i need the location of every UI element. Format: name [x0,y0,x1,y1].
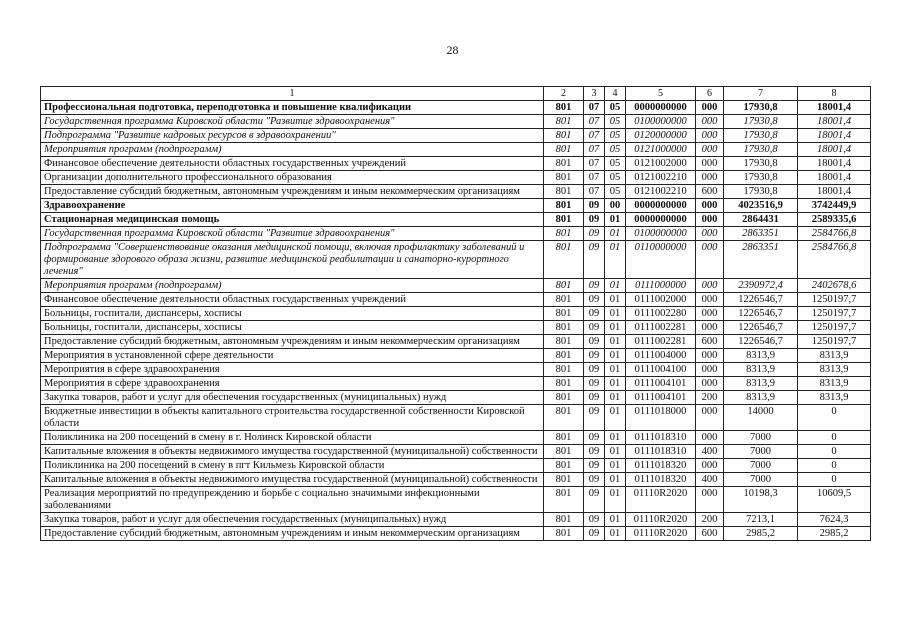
ministry-code-cell: 801 [544,157,584,171]
subsection-code-cell: 01 [605,459,626,473]
row-name-cell: Профессиональная подготовка, переподготовка и повышение квалификации [41,101,544,115]
target-article-cell: 0121002210 [626,171,696,185]
expense-type-cell: 600 [696,335,724,349]
row-name-cell: Закупка товаров, работ и услуг для обеспечения государственных (муниципальных) нужд [41,391,544,405]
amount-year2-cell: 0 [798,473,871,487]
ministry-code-cell: 801 [544,445,584,459]
section-code-cell: 09 [584,405,605,431]
amount-year1-cell: 7000 [724,473,798,487]
amount-year1-cell: 8313,9 [724,363,798,377]
section-code-cell: 07 [584,129,605,143]
amount-year1-cell: 7000 [724,431,798,445]
amount-year1-cell: 17930,8 [724,157,798,171]
target-article-cell: 0111018320 [626,473,696,487]
section-code-cell: 09 [584,459,605,473]
ministry-code-cell: 801 [544,307,584,321]
column-number: 1 [41,87,544,101]
subsection-code-cell: 05 [605,143,626,157]
expense-type-cell: 000 [696,227,724,241]
table-row [41,445,871,459]
row-name-cell: Мероприятия программ (подпрограмм) [41,143,544,157]
row-name-cell: Мероприятия программ (подпрограмм) [41,279,544,293]
target-article-cell: 0120000000 [626,129,696,143]
amount-year2-cell: 2584766,8 [798,241,871,279]
target-article-cell: 0111002281 [626,321,696,335]
ministry-code-cell: 801 [544,293,584,307]
expense-type-cell: 000 [696,431,724,445]
column-number: 2 [544,87,584,101]
target-article-cell: 0121002210 [626,185,696,199]
table-row [41,431,871,445]
subsection-code-cell: 01 [605,213,626,227]
target-article-cell: 0111002000 [626,293,696,307]
table-row [41,293,871,307]
section-code-cell: 09 [584,227,605,241]
amount-year1-cell: 7000 [724,459,798,473]
subsection-code-cell: 01 [605,349,626,363]
expense-type-cell: 000 [696,101,724,115]
column-number: 6 [696,87,724,101]
row-name-cell: Здравоохранение [41,199,544,213]
subsection-code-cell: 05 [605,171,626,185]
ministry-code-cell: 801 [544,459,584,473]
amount-year2-cell: 2985,2 [798,527,871,541]
expense-type-cell: 000 [696,171,724,185]
target-article-cell: 0121002000 [626,157,696,171]
section-code-cell: 07 [584,101,605,115]
row-name-cell: Подпрограмма "Развитие кадровых ресурсов в здравоохранении" [41,129,544,143]
subsection-code-cell: 01 [605,391,626,405]
amount-year2-cell: 8313,9 [798,391,871,405]
target-article-cell: 0000000000 [626,101,696,115]
amount-year2-cell: 18001,4 [798,185,871,199]
target-article-cell: 0111018310 [626,445,696,459]
expense-type-cell: 000 [696,157,724,171]
subsection-code-cell: 01 [605,279,626,293]
row-name-cell: Мероприятия в установленной сфере деятельности [41,349,544,363]
row-name-cell: Государственная программа Кировской области "Развитие здравоохранения" [41,227,544,241]
subsection-code-cell: 01 [605,307,626,321]
table-row [41,321,871,335]
table-row [41,377,871,391]
row-name-cell: Мероприятия в сфере здравоохранения [41,377,544,391]
expense-type-cell: 000 [696,307,724,321]
ministry-code-cell: 801 [544,115,584,129]
subsection-code-cell: 01 [605,363,626,377]
amount-year2-cell: 10609,5 [798,487,871,513]
table-row [41,241,871,279]
section-code-cell: 09 [584,445,605,459]
section-code-cell: 09 [584,293,605,307]
amount-year2-cell: 2589335,6 [798,213,871,227]
expense-type-cell: 000 [696,349,724,363]
target-article-cell: 0100000000 [626,227,696,241]
amount-year1-cell: 7213,1 [724,513,798,527]
subsection-code-cell: 01 [605,293,626,307]
table-row [41,307,871,321]
section-code-cell: 09 [584,321,605,335]
table-row [41,473,871,487]
section-code-cell: 07 [584,115,605,129]
table-row [41,487,871,513]
section-code-cell: 09 [584,349,605,363]
table-row [41,157,871,171]
column-number: 4 [605,87,626,101]
amount-year1-cell: 1226546,7 [724,293,798,307]
section-code-cell: 09 [584,377,605,391]
amount-year2-cell: 0 [798,445,871,459]
amount-year1-cell: 17930,8 [724,185,798,199]
row-name-cell: Реализация мероприятий по предупреждению и борьбе с социально значимыми инфекционными заболеваниями [41,487,544,513]
expense-type-cell: 000 [696,199,724,213]
row-name-cell: Стационарная медицинская помощь [41,213,544,227]
column-number: 5 [626,87,696,101]
table-row [41,405,871,431]
amount-year2-cell: 0 [798,431,871,445]
target-article-cell: 01110R2020 [626,527,696,541]
expense-type-cell: 400 [696,473,724,487]
target-article-cell: 0111004101 [626,391,696,405]
ministry-code-cell: 801 [544,377,584,391]
amount-year2-cell: 3742449,9 [798,199,871,213]
ministry-code-cell: 801 [544,227,584,241]
amount-year2-cell: 8313,9 [798,377,871,391]
target-article-cell: 0110000000 [626,241,696,279]
target-article-cell: 0000000000 [626,199,696,213]
amount-year1-cell: 2985,2 [724,527,798,541]
section-code-cell: 09 [584,363,605,377]
amount-year1-cell: 2390972,4 [724,279,798,293]
expense-type-cell: 000 [696,405,724,431]
amount-year1-cell: 8313,9 [724,377,798,391]
amount-year1-cell: 17930,8 [724,171,798,185]
expense-type-cell: 000 [696,459,724,473]
amount-year2-cell: 1250197,7 [798,321,871,335]
amount-year2-cell: 18001,4 [798,157,871,171]
amount-year2-cell: 1250197,7 [798,307,871,321]
subsection-code-cell: 05 [605,115,626,129]
subsection-code-cell: 01 [605,487,626,513]
amount-year1-cell: 8313,9 [724,391,798,405]
expense-type-cell: 000 [696,241,724,279]
table-row [41,349,871,363]
section-code-cell: 07 [584,157,605,171]
column-number: 8 [798,87,871,101]
amount-year2-cell: 8313,9 [798,349,871,363]
amount-year2-cell: 18001,4 [798,115,871,129]
target-article-cell: 0111000000 [626,279,696,293]
section-code-cell: 09 [584,279,605,293]
target-article-cell: 0111002281 [626,335,696,349]
subsection-code-cell: 01 [605,513,626,527]
ministry-code-cell: 801 [544,101,584,115]
amount-year2-cell: 1250197,7 [798,293,871,307]
expense-type-cell: 000 [696,143,724,157]
subsection-code-cell: 01 [605,527,626,541]
ministry-code-cell: 801 [544,363,584,377]
column-number: 3 [584,87,605,101]
table-row [41,459,871,473]
section-code-cell: 09 [584,473,605,487]
ministry-code-cell: 801 [544,213,584,227]
subsection-code-cell: 01 [605,473,626,487]
subsection-code-cell: 05 [605,129,626,143]
expense-type-cell: 000 [696,377,724,391]
ministry-code-cell: 801 [544,279,584,293]
row-name-cell: Закупка товаров, работ и услуг для обеспечения государственных (муниципальных) нужд [41,513,544,527]
table-row [41,363,871,377]
amount-year1-cell: 17930,8 [724,129,798,143]
row-name-cell: Капитальные вложения в объекты недвижимого имущества государственной (муниципальной) собственности [41,445,544,459]
subsection-code-cell: 01 [605,431,626,445]
section-code-cell: 09 [584,307,605,321]
subsection-code-cell: 01 [605,445,626,459]
table-row [41,213,871,227]
amount-year1-cell: 1226546,7 [724,307,798,321]
row-name-cell: Бюджетные инвестиции в объекты капитального строительства государственной собственности Кировской области [41,405,544,431]
amount-year2-cell: 18001,4 [798,171,871,185]
target-article-cell: 0100000000 [626,115,696,129]
amount-year1-cell: 7000 [724,445,798,459]
table-row [41,279,871,293]
expense-type-cell: 000 [696,115,724,129]
target-article-cell: 0111018320 [626,459,696,473]
expense-type-cell: 600 [696,185,724,199]
target-article-cell: 0111002280 [626,307,696,321]
section-code-cell: 07 [584,171,605,185]
ministry-code-cell: 801 [544,171,584,185]
amount-year1-cell: 17930,8 [724,101,798,115]
amount-year1-cell: 17930,8 [724,143,798,157]
table-row [41,527,871,541]
expense-type-cell: 200 [696,513,724,527]
expense-type-cell: 000 [696,321,724,335]
subsection-code-cell: 05 [605,101,626,115]
table-row [41,227,871,241]
amount-year2-cell: 18001,4 [798,101,871,115]
table-row [41,143,871,157]
ministry-code-cell: 801 [544,199,584,213]
section-code-cell: 09 [584,241,605,279]
row-name-cell: Финансовое обеспечение деятельности областных государственных учреждений [41,157,544,171]
ministry-code-cell: 801 [544,391,584,405]
target-article-cell: 01110R2020 [626,487,696,513]
section-code-cell: 09 [584,527,605,541]
amount-year1-cell: 17930,8 [724,115,798,129]
section-code-cell: 09 [584,431,605,445]
target-article-cell: 0111004101 [626,377,696,391]
ministry-code-cell: 801 [544,241,584,279]
ministry-code-cell: 801 [544,405,584,431]
table-row [41,115,871,129]
subsection-code-cell: 01 [605,377,626,391]
amount-year1-cell: 14000 [724,405,798,431]
budget-table-body [41,87,871,541]
row-name-cell: Больницы, госпитали, диспансеры, хосписы [41,307,544,321]
amount-year2-cell: 0 [798,459,871,473]
expense-type-cell: 000 [696,279,724,293]
subsection-code-cell: 05 [605,157,626,171]
amount-year2-cell: 8313,9 [798,363,871,377]
expense-type-cell: 000 [696,487,724,513]
amount-year2-cell: 2584766,8 [798,227,871,241]
section-code-cell: 09 [584,487,605,513]
subsection-code-cell: 00 [605,199,626,213]
section-code-cell: 09 [584,335,605,349]
expense-type-cell: 000 [696,293,724,307]
ministry-code-cell: 801 [544,321,584,335]
subsection-code-cell: 01 [605,241,626,279]
subsection-code-cell: 05 [605,185,626,199]
amount-year1-cell: 2863351 [724,241,798,279]
ministry-code-cell: 801 [544,349,584,363]
table-row [41,129,871,143]
subsection-code-cell: 01 [605,321,626,335]
ministry-code-cell: 801 [544,143,584,157]
expense-type-cell: 600 [696,527,724,541]
section-code-cell: 07 [584,143,605,157]
amount-year1-cell: 2864431 [724,213,798,227]
table-row [41,185,871,199]
ministry-code-cell: 801 [544,527,584,541]
page-number: 28 [446,43,459,57]
ministry-code-cell: 801 [544,129,584,143]
row-name-cell: Мероприятия в сфере здравоохранения [41,363,544,377]
row-name-cell: Предоставление субсидий бюджетным, автономным учреждениям и иным некоммерческим организациям [41,527,544,541]
expense-type-cell: 200 [696,391,724,405]
target-article-cell: 0121000000 [626,143,696,157]
amount-year1-cell: 2863351 [724,227,798,241]
row-name-cell: Государственная программа Кировской области "Развитие здравоохранения" [41,115,544,129]
amount-year1-cell: 1226546,7 [724,321,798,335]
amount-year1-cell: 4023516,9 [724,199,798,213]
ministry-code-cell: 801 [544,431,584,445]
section-code-cell: 09 [584,513,605,527]
row-name-cell: Поликлиника на 200 посещений в смену в г. Нолинск Кировской области [41,431,544,445]
row-name-cell: Капитальные вложения в объекты недвижимого имущества государственной (муниципальной) собственности [41,473,544,487]
section-code-cell: 09 [584,199,605,213]
amount-year1-cell: 8313,9 [724,349,798,363]
section-code-cell: 09 [584,391,605,405]
table-row [41,171,871,185]
table-row [41,101,871,115]
target-article-cell: 0111004000 [626,349,696,363]
ministry-code-cell: 801 [544,335,584,349]
subsection-code-cell: 01 [605,227,626,241]
budget-table [40,86,871,541]
row-name-cell: Подпрограмма "Совершенствование оказания медицинской помощи, включая профилактику заболеваний и формирование здорового образа жизни, развитие медицинской реабилитации и санаторно-курортного лечения" [41,241,544,279]
column-number: 7 [724,87,798,101]
target-article-cell: 01110R2020 [626,513,696,527]
row-name-cell: Организации дополнительного профессионального образования [41,171,544,185]
table-row [41,199,871,213]
expense-type-cell: 000 [696,129,724,143]
amount-year2-cell: 7624,3 [798,513,871,527]
target-article-cell: 0111018000 [626,405,696,431]
section-code-cell: 09 [584,213,605,227]
amount-year1-cell: 10198,3 [724,487,798,513]
column-number-row [41,87,871,101]
target-article-cell: 0111018310 [626,431,696,445]
ministry-code-cell: 801 [544,513,584,527]
section-code-cell: 07 [584,185,605,199]
target-article-cell: 0000000000 [626,213,696,227]
ministry-code-cell: 801 [544,487,584,513]
row-name-cell: Предоставление субсидий бюджетным, автономным учреждениям и иным некоммерческим организациям [41,185,544,199]
amount-year1-cell: 1226546,7 [724,335,798,349]
subsection-code-cell: 01 [605,405,626,431]
amount-year2-cell: 2402678,6 [798,279,871,293]
amount-year2-cell: 1250197,7 [798,335,871,349]
table-row [41,335,871,349]
row-name-cell: Больницы, госпитали, диспансеры, хосписы [41,321,544,335]
ministry-code-cell: 801 [544,473,584,487]
row-name-cell: Поликлиника на 200 посещений в смену в пгт Кильмезь Кировской области [41,459,544,473]
table-row [41,513,871,527]
subsection-code-cell: 01 [605,335,626,349]
row-name-cell: Финансовое обеспечение деятельности областных государственных учреждений [41,293,544,307]
amount-year2-cell: 0 [798,405,871,431]
row-name-cell: Предоставление субсидий бюджетным, автономным учреждениям и иным некоммерческим организациям [41,335,544,349]
amount-year2-cell: 18001,4 [798,129,871,143]
table-row [41,391,871,405]
target-article-cell: 0111004100 [626,363,696,377]
expense-type-cell: 400 [696,445,724,459]
expense-type-cell: 000 [696,363,724,377]
expense-type-cell: 000 [696,213,724,227]
amount-year2-cell: 18001,4 [798,143,871,157]
ministry-code-cell: 801 [544,185,584,199]
